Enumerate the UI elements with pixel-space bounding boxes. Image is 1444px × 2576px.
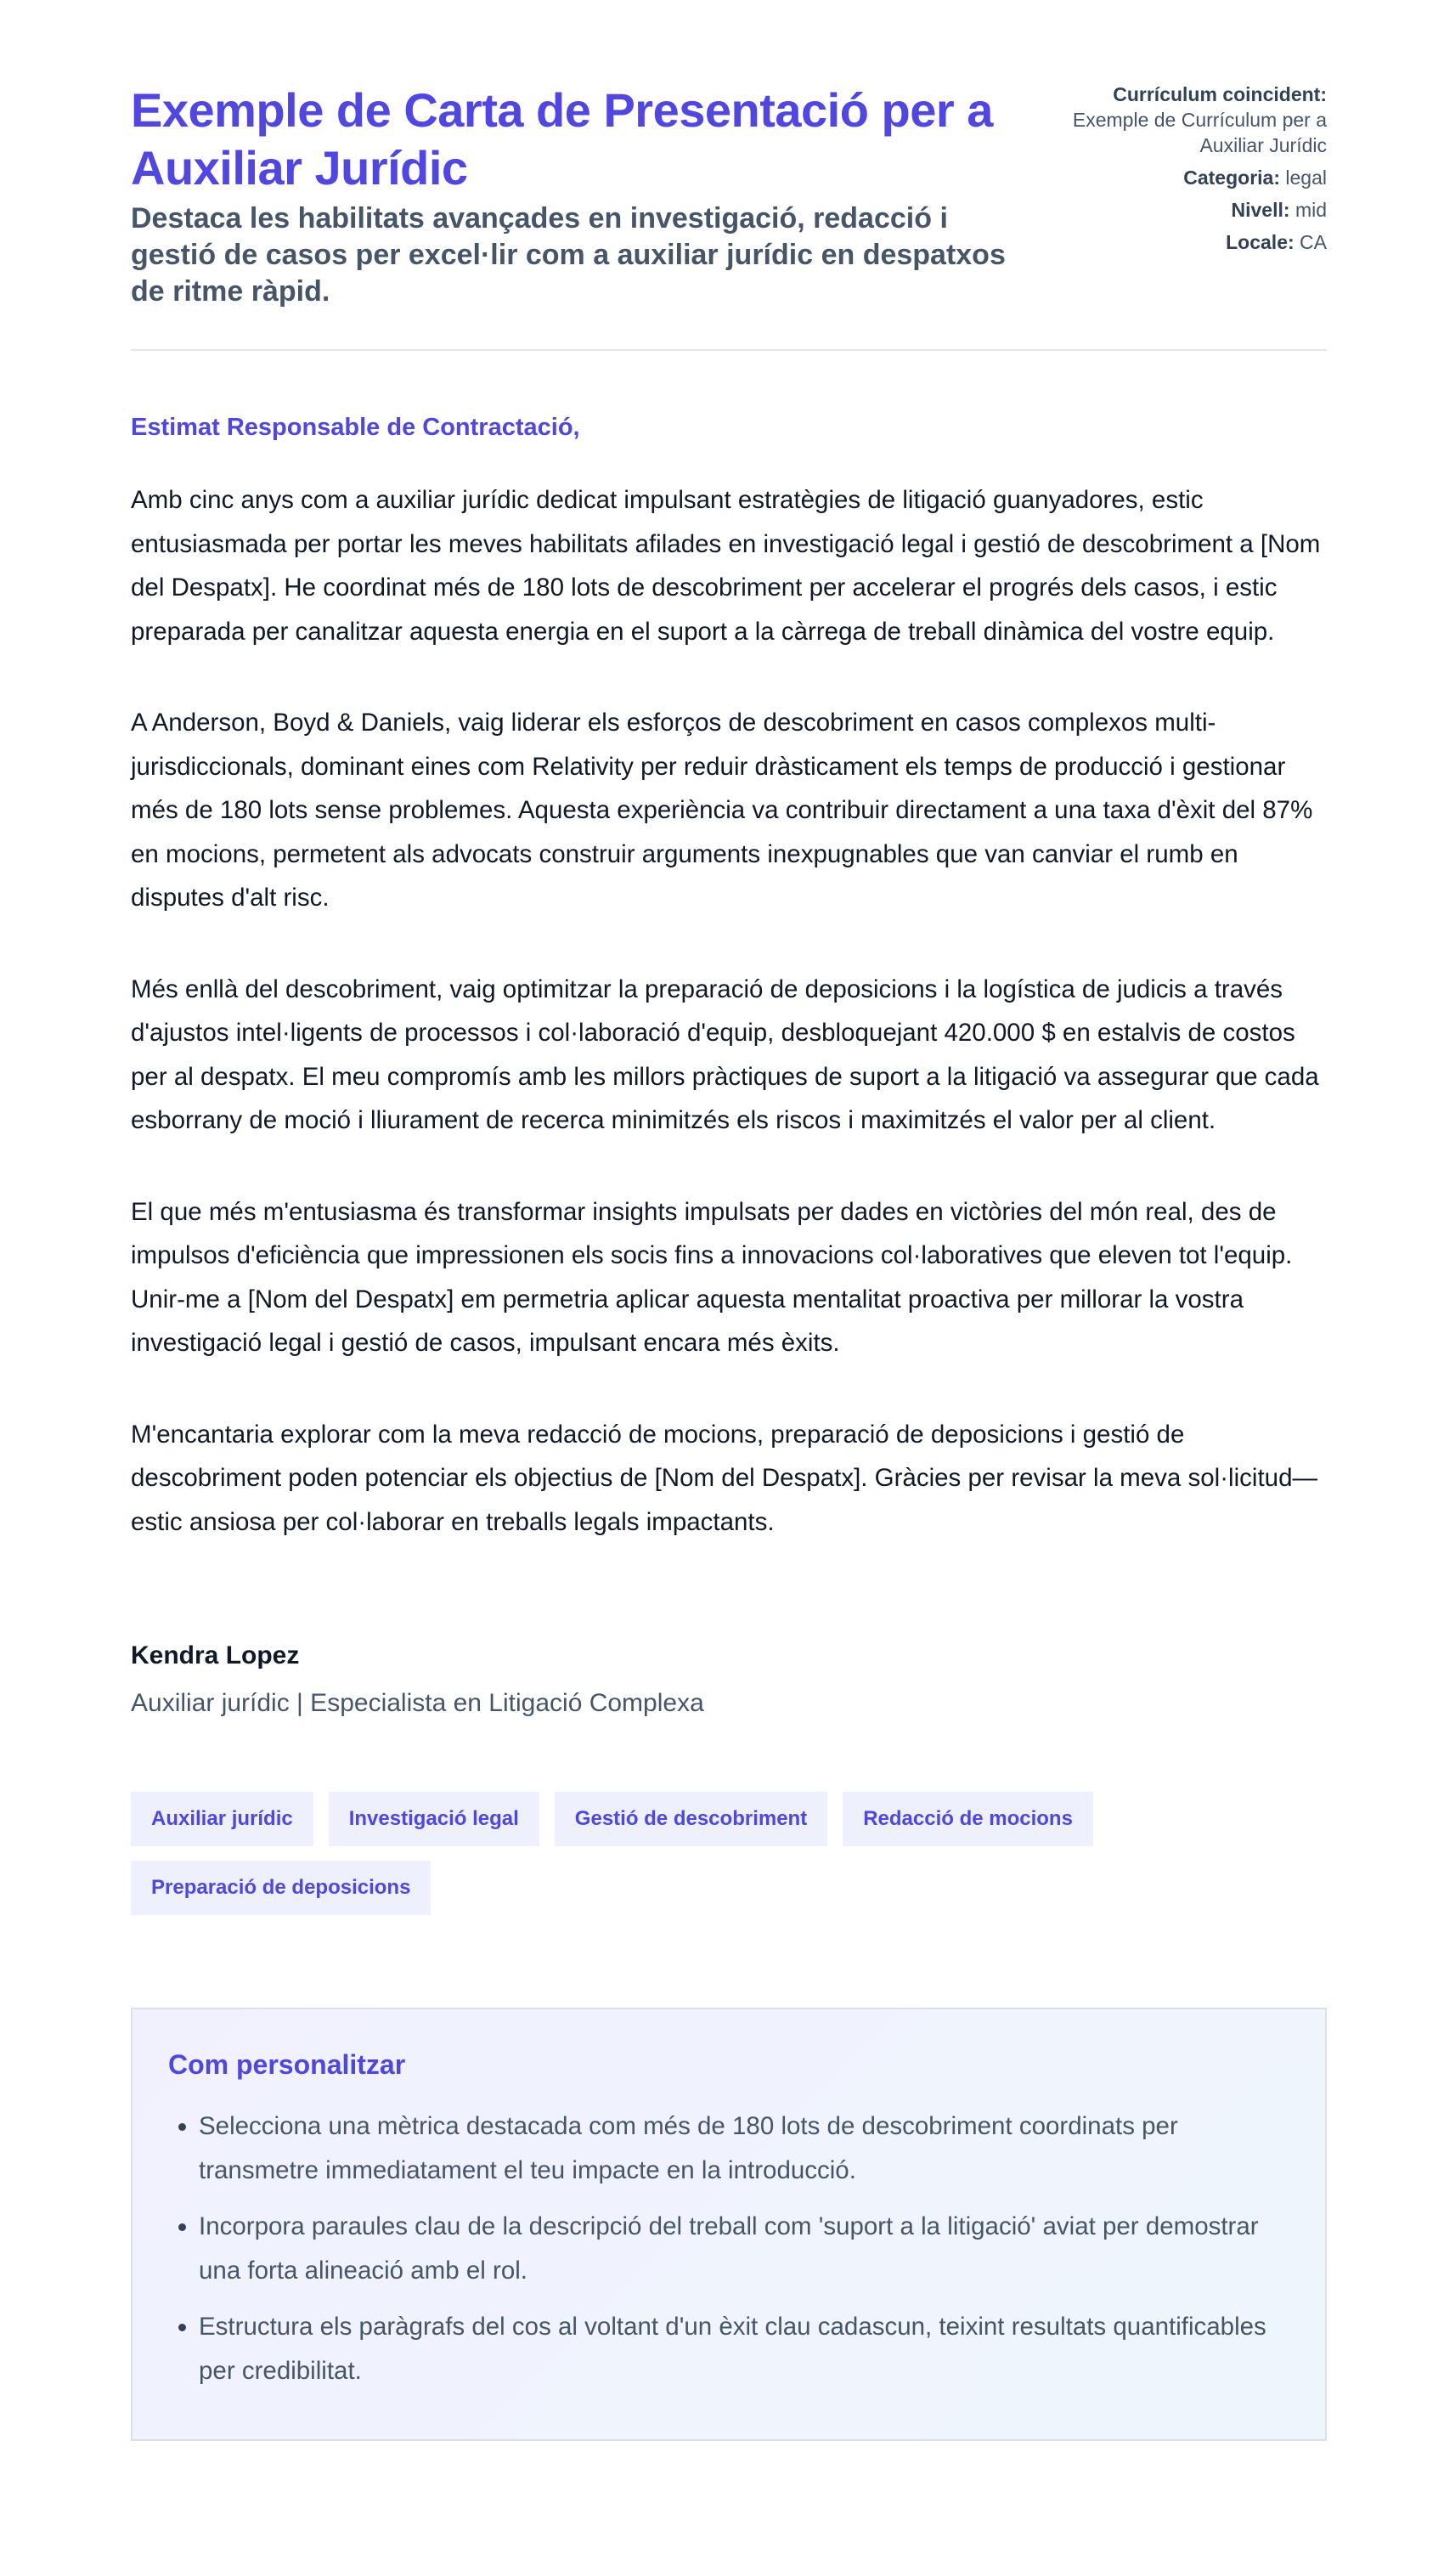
meta-level-value: mid xyxy=(1295,199,1327,221)
tip-item: • Selecciona una mètrica destacada com més de 180 lots de descobriment coordinats per transmetre immediatament el teu impacte en la introducció. xyxy=(199,2104,1289,2193)
page-header xyxy=(131,82,1327,310)
skill-tag: Preparació de deposicions xyxy=(131,1861,431,1915)
meta-level-label: Nivell: xyxy=(1231,199,1290,221)
signature-name: Kendra Lopez xyxy=(131,1641,300,1669)
meta-resume-value: Exemple de Currículum per a Auxiliar Jurídic xyxy=(1072,109,1327,156)
meta-category-label: Categoria: xyxy=(1183,167,1280,189)
skill-tag: Redacció de mocions xyxy=(843,1792,1093,1846)
customization-tips-box xyxy=(131,2008,1327,2441)
meta-locale-label: Locale: xyxy=(1226,231,1295,253)
page-title: Exemple de Carta de Presentació per a Auxiliar Jurídic xyxy=(131,83,993,195)
meta-resume xyxy=(1021,82,1327,158)
letter-greeting: Estimat Responsable de Contractació, xyxy=(131,414,580,441)
meta-level xyxy=(1021,197,1327,223)
tip-item: • Estructura els paràgrafs del cos al voltant d'un èxit clau cadascun, teixint resultats quantificables per credibilitat. xyxy=(199,2305,1289,2393)
meta-category xyxy=(1021,165,1327,190)
tips-title: Com personalitzar xyxy=(168,2049,406,2080)
skill-tag: Auxiliar jurídic xyxy=(131,1792,313,1846)
tips-list xyxy=(168,2104,1289,2393)
skill-tag: Gestió de descobriment xyxy=(555,1792,827,1846)
header-divider xyxy=(131,349,1327,351)
meta-locale-value: CA xyxy=(1300,231,1327,253)
letter-paragraph: El que més m'entusiasma és transformar insights impulsats per dades en victòries del món real, des de impulsos d'eficiència que impressionen els socis fins a innovacions col·laboratives que eleven tot l'equip. Unir-me a [Nom del Despatx] em permetria aplicar aquesta mentalitat proactiva per millorar la vostra investigació legal i gestió de casos, impulsant encara més èxits. xyxy=(131,1197,1293,1357)
meta-locale xyxy=(1021,229,1327,255)
meta-resume-label: Currículum coincident: xyxy=(1113,83,1327,105)
cover-letter-page xyxy=(131,0,1327,2441)
skill-tags xyxy=(131,1792,1150,1929)
tip-item: • Incorpora paraules clau de la descripció del treball com 'suport a la litigació' aviat per demostrar una forta alineació amb el rol. xyxy=(199,2205,1289,2293)
letter-paragraph: Amb cinc anys com a auxiliar jurídic dedicat impulsant estratègies de litigació guanyadores, estic entusiasmada per portar les meves habilitats afilades en investigació legal i gestió de descobriment a [Nom del Despatx]. He coordinat més de 180 lots de descobriment per accelerar el progrés dels casos, i estic preparada per canalitzar aquesta energia en el suport a la càrrega de treball dinàmica del vostre equip. xyxy=(131,486,1321,646)
signature-title: Auxiliar jurídic | Especialista en Litigació Complexa xyxy=(131,1689,704,1717)
meta-category-value: legal xyxy=(1285,167,1327,189)
letter-paragraph: M'encantaria explorar com la meva redacció de mocions, preparació de deposicions i gestió de descobriment poden potenciar els objectius de [Nom del Despatx]. Gràcies per revisar la meva sol·licitud—estic ansiosa per col·laborar en treballs legals impactants. xyxy=(131,1420,1317,1536)
header-titles xyxy=(131,82,1006,310)
meta-panel xyxy=(1021,82,1327,262)
letter-paragraph: Més enllà del descobriment, vaig optimitzar la preparació de deposicions i la logística de judicis a través d'ajustos intel·ligents de processos i col·laboració d'equip, desbloquejant 420.000 $ en estalvis de costos per al despatx. El meu compromís amb les millors pràctiques de suport a la litigació va assegurar que cada esborrany de moció i lliurament de recerca minimitzés els riscos i maximitzés el valor per al client. xyxy=(131,974,1319,1134)
page-subtitle: Destaca les habilitats avançades en investigació, redacció i gestió de casos per excel·lir com a auxiliar jurídic en despatxos de ritme ràpid. xyxy=(131,202,1006,308)
skill-tag: Investigació legal xyxy=(329,1792,539,1846)
letter-paragraph: A Anderson, Boyd & Daniels, vaig liderar els esforços de descobriment en casos complexos multi-jurisdiccionals, dominant eines com Relativity per reduir dràsticament els temps de producció i gestionar més de 180 lots sense problemes. Aquesta experiència va contribuir directament a una taxa d'èxit del 87% en mocions, permetent als advocats construir arguments inexpugnables que van canviar el rumb en disputes d'alt risc. xyxy=(131,709,1313,912)
